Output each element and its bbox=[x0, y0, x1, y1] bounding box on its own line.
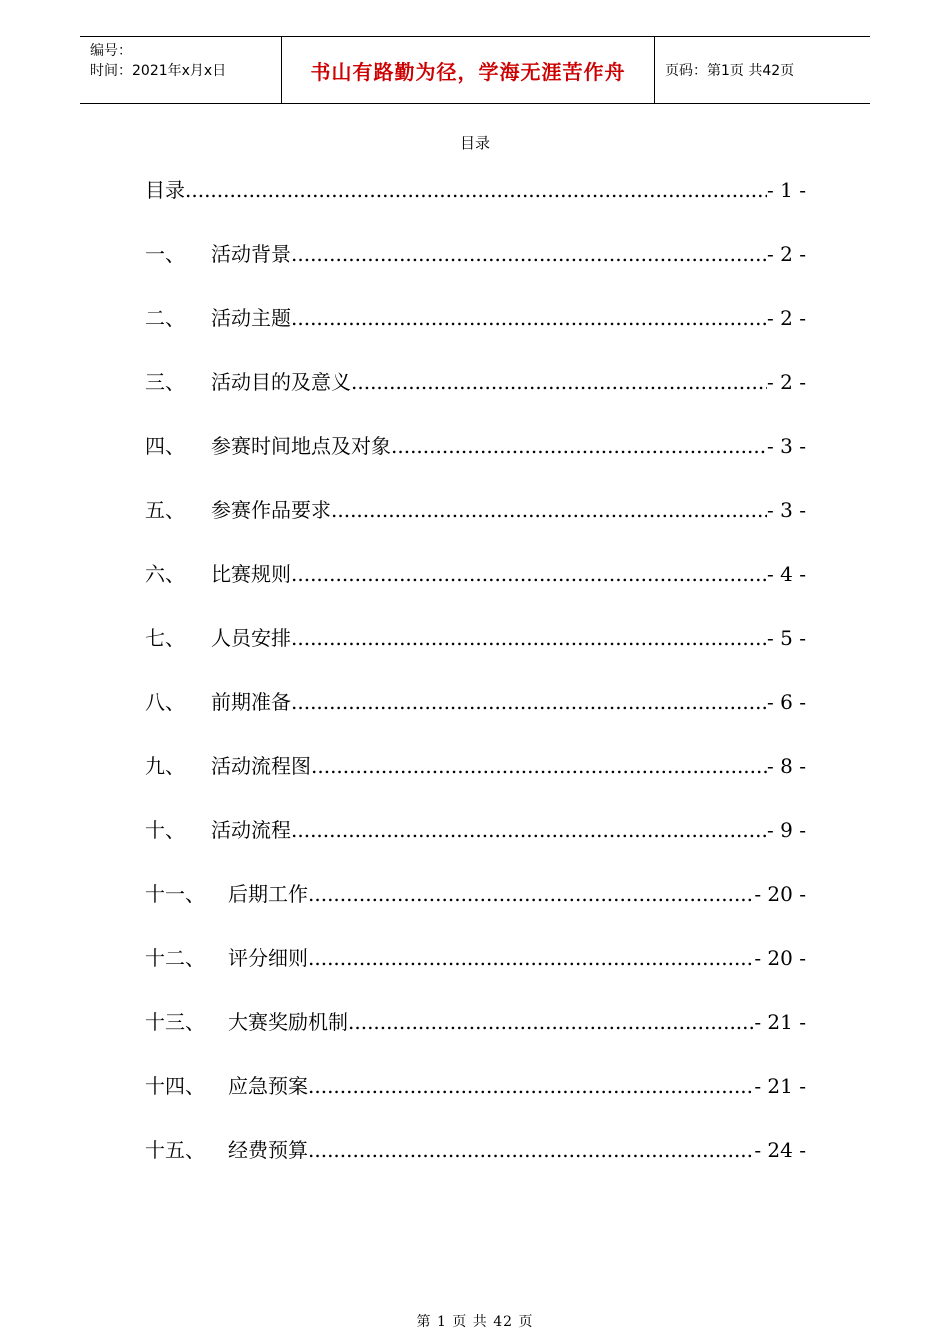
toc-leader-dots bbox=[291, 812, 767, 848]
header-meta bbox=[80, 37, 282, 103]
toc-entry-label: 比赛规则 bbox=[211, 562, 291, 586]
toc-entry[interactable] bbox=[145, 1068, 806, 1132]
toc-heading: 目录 bbox=[459, 134, 490, 152]
toc-entry[interactable] bbox=[145, 236, 806, 300]
toc-entry-number: 十、 bbox=[145, 818, 185, 842]
toc-entry-label: 评分细则 bbox=[228, 946, 308, 970]
toc-leader-dots bbox=[308, 1132, 754, 1168]
toc-entry[interactable] bbox=[145, 300, 806, 364]
toc-entry-number: 五、 bbox=[145, 498, 185, 522]
toc-entry-number: 三、 bbox=[145, 370, 185, 394]
toc-leader-dots bbox=[308, 940, 754, 976]
table-of-contents bbox=[145, 172, 806, 1196]
toc-entry-number: 十一、 bbox=[145, 882, 205, 906]
toc-entry-page: - 21 - bbox=[754, 1074, 806, 1098]
toc-entry-label: 参赛作品要求 bbox=[211, 498, 331, 522]
toc-entry-page: - 2 - bbox=[767, 306, 806, 330]
toc-entry-label: 应急预案 bbox=[228, 1074, 308, 1098]
toc-leader-dots bbox=[308, 1068, 754, 1104]
toc-entry[interactable] bbox=[145, 876, 806, 940]
toc-entry-label: 参赛时间地点及对象 bbox=[211, 434, 391, 458]
toc-entry-page: - 3 - bbox=[767, 434, 806, 458]
document-time-label: 时间：2021年x月x日 bbox=[90, 63, 227, 79]
toc-entry-number: 七、 bbox=[145, 626, 185, 650]
toc-entry-page: - 5 - bbox=[767, 626, 806, 650]
toc-entry-label: 后期工作 bbox=[228, 882, 308, 906]
page-footer: 第 1 页 共 42 页 bbox=[416, 1314, 534, 1330]
toc-entry-number: 十四、 bbox=[145, 1074, 205, 1098]
toc-entry[interactable] bbox=[145, 172, 806, 236]
toc-entry-label: 经费预算 bbox=[228, 1138, 308, 1162]
toc-leader-dots bbox=[308, 876, 754, 912]
header-page-info: 页码：第1页 共42页 bbox=[665, 63, 795, 79]
toc-entry-number: 九、 bbox=[145, 754, 185, 778]
document-number-label: 编号： bbox=[90, 43, 132, 59]
toc-entry-label: 活动流程图 bbox=[211, 754, 311, 778]
toc-leader-dots bbox=[331, 492, 767, 528]
toc-entry-number: 十三、 bbox=[145, 1010, 205, 1034]
toc-entry-label: 目录 bbox=[145, 178, 185, 202]
toc-entry-number: 十二、 bbox=[145, 946, 205, 970]
toc-entry-page: - 20 - bbox=[754, 882, 806, 906]
toc-entry-number: 六、 bbox=[145, 562, 185, 586]
toc-entry-label: 前期准备 bbox=[211, 690, 291, 714]
toc-entry-number: 四、 bbox=[145, 434, 185, 458]
toc-entry-label: 活动主题 bbox=[211, 306, 291, 330]
toc-entry-page: - 3 - bbox=[767, 498, 806, 522]
toc-entry-page: - 2 - bbox=[767, 242, 806, 266]
toc-entry[interactable] bbox=[145, 620, 806, 684]
toc-entry-page: - 6 - bbox=[767, 690, 806, 714]
toc-entry-label: 活动背景 bbox=[211, 242, 291, 266]
toc-leader-dots bbox=[391, 428, 767, 464]
toc-entry-number: 八、 bbox=[145, 690, 185, 714]
toc-entry-page: - 8 - bbox=[767, 754, 806, 778]
toc-entry[interactable] bbox=[145, 940, 806, 1004]
toc-leader-dots bbox=[351, 364, 767, 400]
toc-leader-dots bbox=[348, 1004, 754, 1040]
toc-entry-label: 活动流程 bbox=[211, 818, 291, 842]
toc-entry-page: - 2 - bbox=[767, 370, 806, 394]
toc-entry-page: - 20 - bbox=[754, 946, 806, 970]
toc-entry[interactable] bbox=[145, 812, 806, 876]
toc-leader-dots bbox=[185, 172, 767, 208]
toc-entry[interactable] bbox=[145, 748, 806, 812]
toc-leader-dots bbox=[291, 236, 767, 272]
toc-entry[interactable] bbox=[145, 1132, 806, 1196]
toc-entry-label: 大赛奖励机制 bbox=[228, 1010, 348, 1034]
toc-entry-label: 人员安排 bbox=[211, 626, 291, 650]
toc-entry-page: - 24 - bbox=[754, 1138, 806, 1162]
toc-leader-dots bbox=[311, 748, 767, 784]
toc-entry-number: 二、 bbox=[145, 306, 185, 330]
toc-leader-dots bbox=[291, 684, 767, 720]
toc-entry[interactable] bbox=[145, 684, 806, 748]
toc-entry-page: - 1 - bbox=[767, 178, 806, 202]
toc-entry[interactable] bbox=[145, 1004, 806, 1068]
toc-entry-page: - 21 - bbox=[754, 1010, 806, 1034]
toc-entry[interactable] bbox=[145, 364, 806, 428]
toc-entry-page: - 4 - bbox=[767, 562, 806, 586]
toc-leader-dots bbox=[291, 620, 767, 656]
header-motto: 书山有路勤为径，学海无涯苦作舟 bbox=[282, 37, 655, 103]
toc-entry[interactable] bbox=[145, 556, 806, 620]
toc-entry[interactable] bbox=[145, 428, 806, 492]
toc-leader-dots bbox=[291, 556, 767, 592]
page-header bbox=[80, 36, 870, 104]
toc-entry-number: 一、 bbox=[145, 242, 185, 266]
toc-entry[interactable] bbox=[145, 492, 806, 556]
toc-entry-label: 活动目的及意义 bbox=[211, 370, 351, 394]
toc-leader-dots bbox=[291, 300, 767, 336]
toc-entry-page: - 9 - bbox=[767, 818, 806, 842]
toc-entry-number: 十五、 bbox=[145, 1138, 205, 1162]
